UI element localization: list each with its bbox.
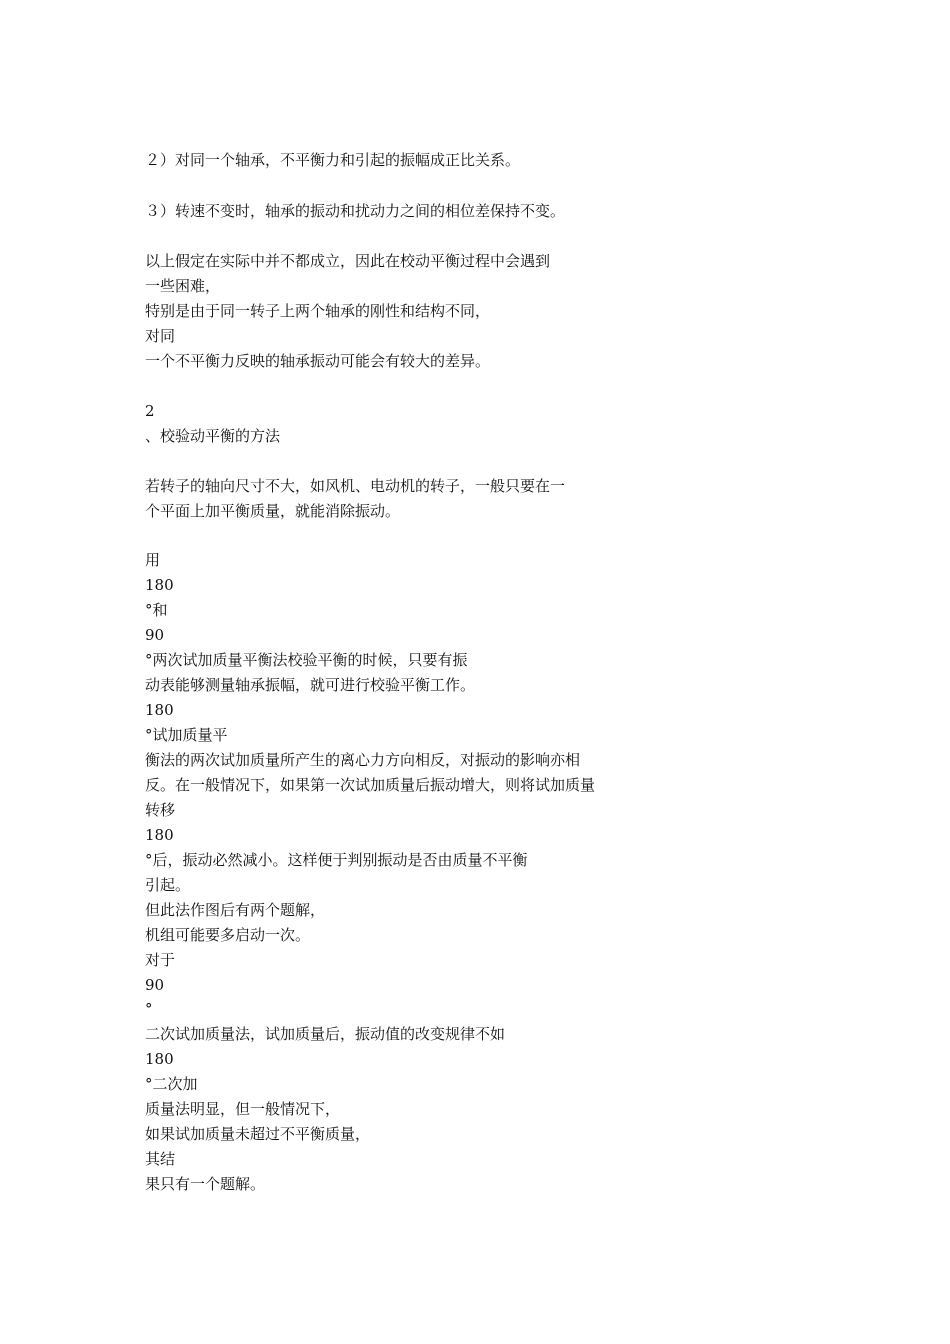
text-line: 其结 <box>145 1150 176 1168</box>
text-line: 特别是由于同一转子上两个轴承的刚性和结构不同， <box>145 302 491 320</box>
text-line: 180 <box>145 701 174 719</box>
text-line: 对于 <box>145 951 176 969</box>
text-line: 引起。 <box>145 876 191 894</box>
text-line: °和 <box>145 601 168 619</box>
text-line: 衡法的两次试加质量所产生的离心力方向相反，对振动的影响亦相 <box>145 751 581 769</box>
text-line: 180 <box>145 826 174 844</box>
text-line: 一些困难， <box>145 277 221 295</box>
section-heading: 、校验动平衡的方法 <box>145 427 281 445</box>
text-line: 二次试加质量法，试加质量后，振动值的改变规律不如 <box>145 1025 506 1043</box>
text-line: °后，振动必然减小。这样便于判别振动是否由质量不平衡 <box>145 851 528 869</box>
text-line: 用 <box>145 551 161 569</box>
text-line: 反。在一般情况下，如果第一次试加质量后振动增大，则将试加质量 <box>145 776 596 794</box>
text-line: 90 <box>145 626 165 644</box>
text-line: °两次试加质量平衡法校验平衡的时候，只要有振 <box>145 651 468 669</box>
text-line: °二次加 <box>145 1075 198 1093</box>
text-line: 以上假定在实际中并不都成立，因此在校动平衡过程中会遇到 <box>145 252 551 270</box>
text-line: 果只有一个题解。 <box>145 1175 266 1193</box>
text-line: ２）对同一个轴承，不平衡力和引起的振幅成正比关系。 <box>145 151 521 169</box>
text-line: ３）转速不变时，轴承的振动和扰动力之间的相位差保持不变。 <box>145 202 566 220</box>
text-line: 180 <box>145 1050 174 1068</box>
text-line: 90 <box>145 976 165 994</box>
text-line: 质量法明显，但一般情况下， <box>145 1100 341 1118</box>
text-line: 但此法作图后有两个题解， <box>145 901 326 919</box>
text-line: ° <box>145 1000 153 1018</box>
text-line: 机组可能要多启动一次。 <box>145 926 311 944</box>
text-line: 一个不平衡力反映的轴承振动可能会有较大的差异。 <box>145 352 491 370</box>
text-line: 若转子的轴向尺寸不大，如风机、电动机的转子，一般只要在一 <box>145 477 566 495</box>
text-line: °试加质量平 <box>145 726 228 744</box>
text-line: 个平面上加平衡质量，就能消除振动。 <box>145 502 401 520</box>
text-line: 如果试加质量未超过不平衡质量， <box>145 1125 371 1143</box>
section-number: 2 <box>145 402 155 420</box>
text-line: 对同 <box>145 327 176 345</box>
text-line: 转移 <box>145 801 176 819</box>
text-line: 动表能够测量轴承振幅，就可进行校验平衡工作。 <box>145 676 476 694</box>
text-line: 180 <box>145 576 174 594</box>
